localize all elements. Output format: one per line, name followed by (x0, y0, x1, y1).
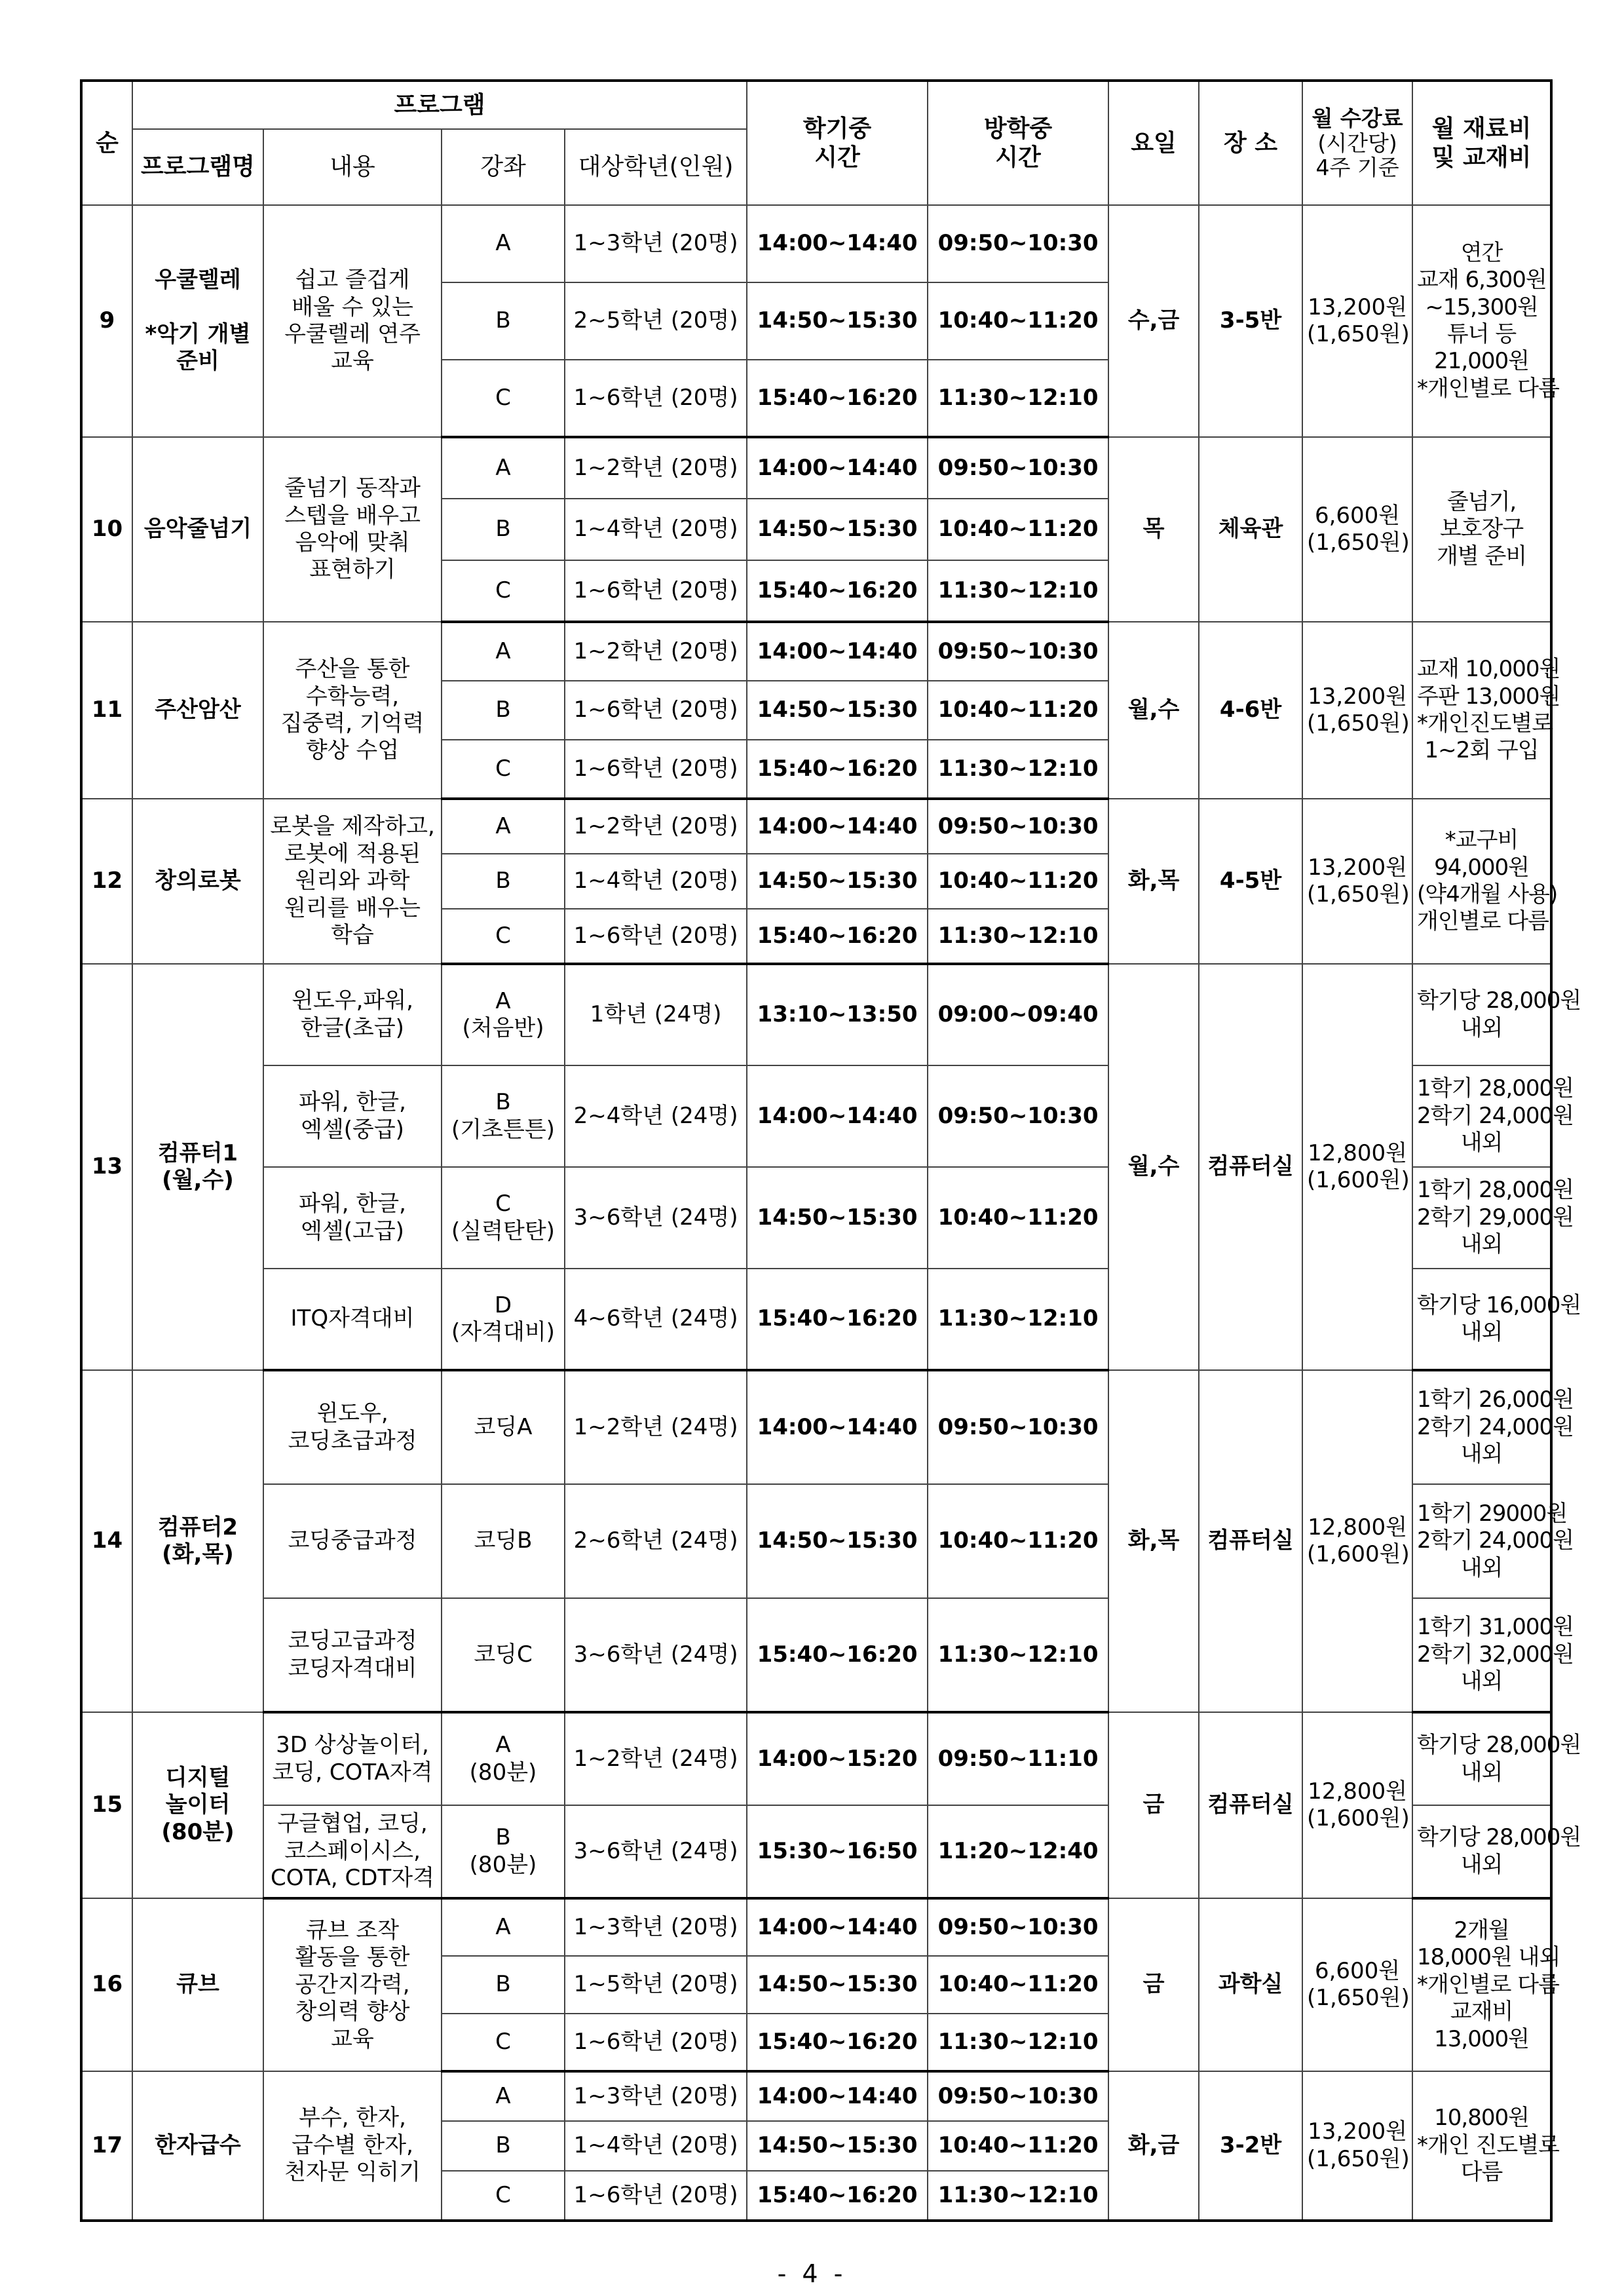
header-material: 월 재료비 및 교재비 (1412, 81, 1551, 205)
program-tuition: 12,800원 (1,600원) (1302, 964, 1412, 1370)
course-label: B (442, 681, 565, 740)
program-name: 디지털 놀이터 (80분) (132, 1712, 263, 1898)
target-grade: 3~6학년 (24명) (565, 1167, 747, 1269)
program-number: 13 (81, 964, 132, 1370)
course-label: A (442, 205, 565, 282)
program-tuition: 13,200원 (1,650원) (1302, 622, 1412, 799)
semester-time: 14:00~14:40 (747, 437, 928, 499)
target-grade: 4~6학년 (24명) (565, 1269, 747, 1370)
program-location: 컴퓨터실 (1199, 1712, 1302, 1898)
program-tuition: 13,200원 (1,650원) (1302, 2071, 1412, 2221)
program-name: 한자급수 (132, 2071, 263, 2221)
program-tuition: 6,600원 (1,650원) (1302, 1898, 1412, 2071)
semester-time: 14:00~15:20 (747, 1712, 928, 1805)
semester-time: 14:50~15:30 (747, 1167, 928, 1269)
vacation-time: 10:40~11:20 (928, 681, 1108, 740)
semester-time: 14:00~14:40 (747, 1370, 928, 1484)
header-semester-time: 학기중 시간 (747, 81, 928, 205)
semester-time: 15:40~16:20 (747, 2014, 928, 2071)
program-name: 우쿨렐레 *악기 개별 준비 (132, 205, 263, 437)
target-grade: 1~3학년 (20명) (565, 1898, 747, 1956)
course-label: A (442, 2071, 565, 2121)
course-label: A (처음반) (442, 964, 565, 1065)
vacation-time: 11:20~12:40 (928, 1805, 1108, 1898)
program-number: 15 (81, 1712, 132, 1898)
program-location: 3-5반 (1199, 205, 1302, 437)
vacation-time: 11:30~12:10 (928, 560, 1108, 622)
semester-time: 14:50~15:30 (747, 1956, 928, 2014)
target-grade: 1~4학년 (20명) (565, 2121, 747, 2171)
target-grade: 1~6학년 (20명) (565, 740, 747, 799)
semester-time: 14:50~15:30 (747, 2121, 928, 2171)
header-seq: 순 (81, 81, 132, 205)
program-tuition: 12,800원 (1,600원) (1302, 1370, 1412, 1712)
vacation-time: 09:50~11:10 (928, 1712, 1108, 1805)
target-grade: 1~6학년 (20명) (565, 2171, 747, 2221)
course-label: B (442, 2121, 565, 2171)
program-day: 금 (1108, 1898, 1199, 2071)
program-schedule-table (80, 79, 1581, 2222)
target-grade: 1~3학년 (20명) (565, 205, 747, 282)
vacation-time: 09:50~10:30 (928, 2071, 1108, 2121)
target-grade: 1~2학년 (20명) (565, 799, 747, 854)
course-label: A (442, 799, 565, 854)
header-program: 프로그램 (132, 81, 747, 129)
semester-time: 15:40~16:20 (747, 560, 928, 622)
program-material: *교구비 94,000원 (약4개월 사용) 개인별로 다름 (1412, 799, 1551, 964)
vacation-time: 11:30~12:10 (928, 740, 1108, 799)
program-material: 연간 교재 6,300원 ~15,300원 튜너 등 21,000원 *개인별로 다름 (1412, 205, 1551, 437)
course-label: C (실력탄탄) (442, 1167, 565, 1269)
program-number: 9 (81, 205, 132, 437)
table-row (81, 437, 1551, 499)
program-day: 수,금 (1108, 205, 1199, 437)
target-grade: 1~6학년 (20명) (565, 360, 747, 437)
target-grade: 2~5학년 (20명) (565, 282, 747, 360)
vacation-time: 10:40~11:20 (928, 1956, 1108, 2014)
table-header (81, 81, 1551, 205)
target-grade: 1~6학년 (20명) (565, 560, 747, 622)
target-grade: 2~4학년 (24명) (565, 1065, 747, 1167)
document-page (80, 79, 1581, 2222)
course-content: 코딩중급과정 (263, 1484, 442, 1598)
table-row (81, 622, 1551, 681)
vacation-time: 09:50~10:30 (928, 799, 1108, 854)
header-tuition: 월 수강료 (시간당) 4주 기준 (1302, 81, 1412, 205)
course-content: 파워, 한글, 엑셀(중급) (263, 1065, 442, 1167)
program-name: 창의로봇 (132, 799, 263, 964)
program-content: 부수, 한자, 급수별 한자, 천자문 익히기 (263, 2071, 442, 2221)
program-location: 4-5반 (1199, 799, 1302, 964)
course-label: B (442, 499, 565, 560)
course-label: A (442, 622, 565, 681)
table-row (81, 205, 1551, 282)
program-content: 큐브 조작 활동을 통한 공간지각력, 창의력 향상 교육 (263, 1898, 442, 2071)
target-grade: 1~6학년 (20명) (565, 909, 747, 964)
course-content: 윈도우,파워, 한글(초급) (263, 964, 442, 1065)
semester-time: 14:00~14:40 (747, 1898, 928, 1956)
course-label: C (442, 360, 565, 437)
course-label: A (80분) (442, 1712, 565, 1805)
course-material: 학기당 16,000원 내외 (1412, 1269, 1551, 1370)
target-grade: 3~6학년 (24명) (565, 1805, 747, 1898)
vacation-time: 10:40~11:20 (928, 282, 1108, 360)
semester-time: 15:40~16:20 (747, 1598, 928, 1712)
course-content: ITQ자격대비 (263, 1269, 442, 1370)
course-label: B (기초튼튼) (442, 1065, 565, 1167)
program-name: 주산암산 (132, 622, 263, 799)
semester-time: 15:40~16:20 (747, 2171, 928, 2221)
program-tuition: 13,200원 (1,650원) (1302, 205, 1412, 437)
header-program-name: 프로그램명 (132, 129, 263, 205)
table-row (81, 2071, 1551, 2121)
course-label: C (442, 2014, 565, 2071)
course-label: C (442, 2171, 565, 2221)
vacation-time: 10:40~11:20 (928, 499, 1108, 560)
program-name: 컴퓨터2 (화,목) (132, 1370, 263, 1712)
page-number: - 4 - (777, 2259, 847, 2288)
program-material: 교재 10,000원 주판 13,000원 *개인진도별로 1~2회 구입 (1412, 622, 1551, 799)
course-label: C (442, 560, 565, 622)
vacation-time: 11:30~12:10 (928, 1598, 1108, 1712)
program-day: 화,금 (1108, 2071, 1199, 2221)
target-grade: 1~2학년 (20명) (565, 622, 747, 681)
program-material: 10,800원 *개인 진도별로 다름 (1412, 2071, 1551, 2221)
table-row (81, 799, 1551, 854)
header-content: 내용 (263, 129, 442, 205)
course-material: 학기당 28,000원 내외 (1412, 1712, 1551, 1805)
course-content: 3D 상상놀이터, 코딩, COTA자격 (263, 1712, 442, 1805)
table-row (81, 1712, 1551, 1805)
vacation-time: 10:40~11:20 (928, 854, 1108, 909)
program-tuition: 13,200원 (1,650원) (1302, 799, 1412, 964)
semester-time: 15:40~16:20 (747, 360, 928, 437)
program-location: 4-6반 (1199, 622, 1302, 799)
header-vacation-time: 방학중 시간 (928, 81, 1108, 205)
table-row (81, 1898, 1551, 1956)
semester-time: 14:00~14:40 (747, 622, 928, 681)
program-location: 과학실 (1199, 1898, 1302, 2071)
program-tuition: 6,600원 (1,650원) (1302, 437, 1412, 622)
table-body (81, 205, 1581, 2221)
program-location: 3-2반 (1199, 2071, 1302, 2221)
semester-time: 14:00~14:40 (747, 1065, 928, 1167)
header-day: 요일 (1108, 81, 1199, 205)
header-target: 대상학년(인원) (565, 129, 747, 205)
vacation-time: 11:30~12:10 (928, 2014, 1108, 2071)
vacation-time: 09:50~10:30 (928, 205, 1108, 282)
vacation-time: 10:40~11:20 (928, 2121, 1108, 2171)
program-name: 큐브 (132, 1898, 263, 2071)
course-label: 코딩C (442, 1598, 565, 1712)
vacation-time: 10:40~11:20 (928, 1484, 1108, 1598)
semester-time: 14:00~14:40 (747, 205, 928, 282)
program-number: 14 (81, 1370, 132, 1712)
course-label: C (442, 909, 565, 964)
vacation-time: 11:30~12:10 (928, 360, 1108, 437)
program-name: 음악줄넘기 (132, 437, 263, 622)
course-material: 학기당 28,000원 내외 (1412, 964, 1551, 1065)
course-material: 1학기 29000원 2학기 24,000원 내외 (1412, 1484, 1551, 1598)
course-label: A (442, 1898, 565, 1956)
semester-time: 15:40~16:20 (747, 740, 928, 799)
vacation-time: 09:50~10:30 (928, 622, 1108, 681)
semester-time: 14:00~14:40 (747, 799, 928, 854)
course-label: 코딩A (442, 1370, 565, 1484)
header-course: 강좌 (442, 129, 565, 205)
program-number: 12 (81, 799, 132, 964)
semester-time: 15:40~16:20 (747, 1269, 928, 1370)
course-material: 1학기 26,000원 2학기 24,000원 내외 (1412, 1370, 1551, 1484)
table-row (81, 1370, 1551, 1484)
vacation-time: 11:30~12:10 (928, 2171, 1108, 2221)
course-material: 1학기 31,000원 2학기 32,000원 내외 (1412, 1598, 1551, 1712)
target-grade: 2~6학년 (24명) (565, 1484, 747, 1598)
program-day: 화,목 (1108, 1370, 1199, 1712)
target-grade: 1~2학년 (20명) (565, 437, 747, 499)
vacation-time: 11:30~12:10 (928, 1269, 1108, 1370)
program-day: 월,수 (1108, 964, 1199, 1370)
target-grade: 1학년 (24명) (565, 964, 747, 1065)
vacation-time: 11:30~12:10 (928, 909, 1108, 964)
vacation-time: 09:00~09:40 (928, 964, 1108, 1065)
target-grade: 1~6학년 (20명) (565, 681, 747, 740)
target-grade: 3~6학년 (24명) (565, 1598, 747, 1712)
semester-time: 14:00~14:40 (747, 2071, 928, 2121)
target-grade: 1~4학년 (20명) (565, 499, 747, 560)
table-row (81, 964, 1551, 1065)
program-day: 금 (1108, 1712, 1199, 1898)
course-label: B (442, 1956, 565, 2014)
course-content: 윈도우, 코딩초급과정 (263, 1370, 442, 1484)
program-content: 주산을 통한 수학능력, 집중력, 기억력 향상 수업 (263, 622, 442, 799)
program-location: 체육관 (1199, 437, 1302, 622)
program-content: 쉽고 즐겁게 배울 수 있는 우쿨렐레 연주 교육 (263, 205, 442, 437)
program-content: 로봇을 제작하고, 로봇에 적용된 원리와 과학 원리를 배우는 학습 (263, 799, 442, 964)
course-content: 파워, 한글, 엑셀(고급) (263, 1167, 442, 1269)
semester-time: 14:50~15:30 (747, 282, 928, 360)
program-day: 화,목 (1108, 799, 1199, 964)
program-material: 줄넘기, 보호장구 개별 준비 (1412, 437, 1551, 622)
semester-time: 14:50~15:30 (747, 1484, 928, 1598)
semester-time: 15:30~16:50 (747, 1805, 928, 1898)
program-location: 컴퓨터실 (1199, 1370, 1302, 1712)
course-content: 구글협업, 코딩, 코스페이시스, COTA, CDT자격 (263, 1805, 442, 1898)
course-label: B (442, 282, 565, 360)
program-number: 16 (81, 1898, 132, 2071)
course-content: 코딩고급과정 코딩자격대비 (263, 1598, 442, 1712)
header-location: 장 소 (1199, 81, 1302, 205)
semester-time: 14:50~15:30 (747, 499, 928, 560)
target-grade: 1~5학년 (20명) (565, 1956, 747, 2014)
program-number: 10 (81, 437, 132, 622)
target-grade: 1~2학년 (24명) (565, 1370, 747, 1484)
semester-time: 13:10~13:50 (747, 964, 928, 1065)
vacation-time: 09:50~10:30 (928, 1065, 1108, 1167)
vacation-time: 10:40~11:20 (928, 1167, 1108, 1269)
semester-time: 15:40~16:20 (747, 909, 928, 964)
course-label: D (자격대비) (442, 1269, 565, 1370)
course-label: 코딩B (442, 1484, 565, 1598)
program-material: 2개월 18,000원 내외 *개인별로 다름 교재비 13,000원 (1412, 1898, 1551, 2071)
program-tuition: 12,800원 (1,600원) (1302, 1712, 1412, 1898)
program-day: 월,수 (1108, 622, 1199, 799)
program-location: 컴퓨터실 (1199, 964, 1302, 1370)
target-grade: 1~3학년 (20명) (565, 2071, 747, 2121)
target-grade: 1~6학년 (20명) (565, 2014, 747, 2071)
program-number: 17 (81, 2071, 132, 2221)
target-grade: 1~2학년 (24명) (565, 1712, 747, 1805)
program-content: 줄넘기 동작과 스텝을 배우고 음악에 맞춰 표현하기 (263, 437, 442, 622)
vacation-time: 09:50~10:30 (928, 437, 1108, 499)
program-number: 11 (81, 622, 132, 799)
course-material: 1학기 28,000원 2학기 29,000원 내외 (1412, 1167, 1551, 1269)
semester-time: 14:50~15:30 (747, 681, 928, 740)
course-label: B (442, 854, 565, 909)
vacation-time: 09:50~10:30 (928, 1898, 1108, 1956)
target-grade: 1~4학년 (20명) (565, 854, 747, 909)
program-day: 목 (1108, 437, 1199, 622)
course-material: 학기당 28,000원 내외 (1412, 1805, 1551, 1898)
course-label: A (442, 437, 565, 499)
program-name: 컴퓨터1 (월,수) (132, 964, 263, 1370)
course-label: C (442, 740, 565, 799)
semester-time: 14:50~15:30 (747, 854, 928, 909)
vacation-time: 09:50~10:30 (928, 1370, 1108, 1484)
course-label: B (80분) (442, 1805, 565, 1898)
course-material: 1학기 28,000원 2학기 24,000원 내외 (1412, 1065, 1551, 1167)
